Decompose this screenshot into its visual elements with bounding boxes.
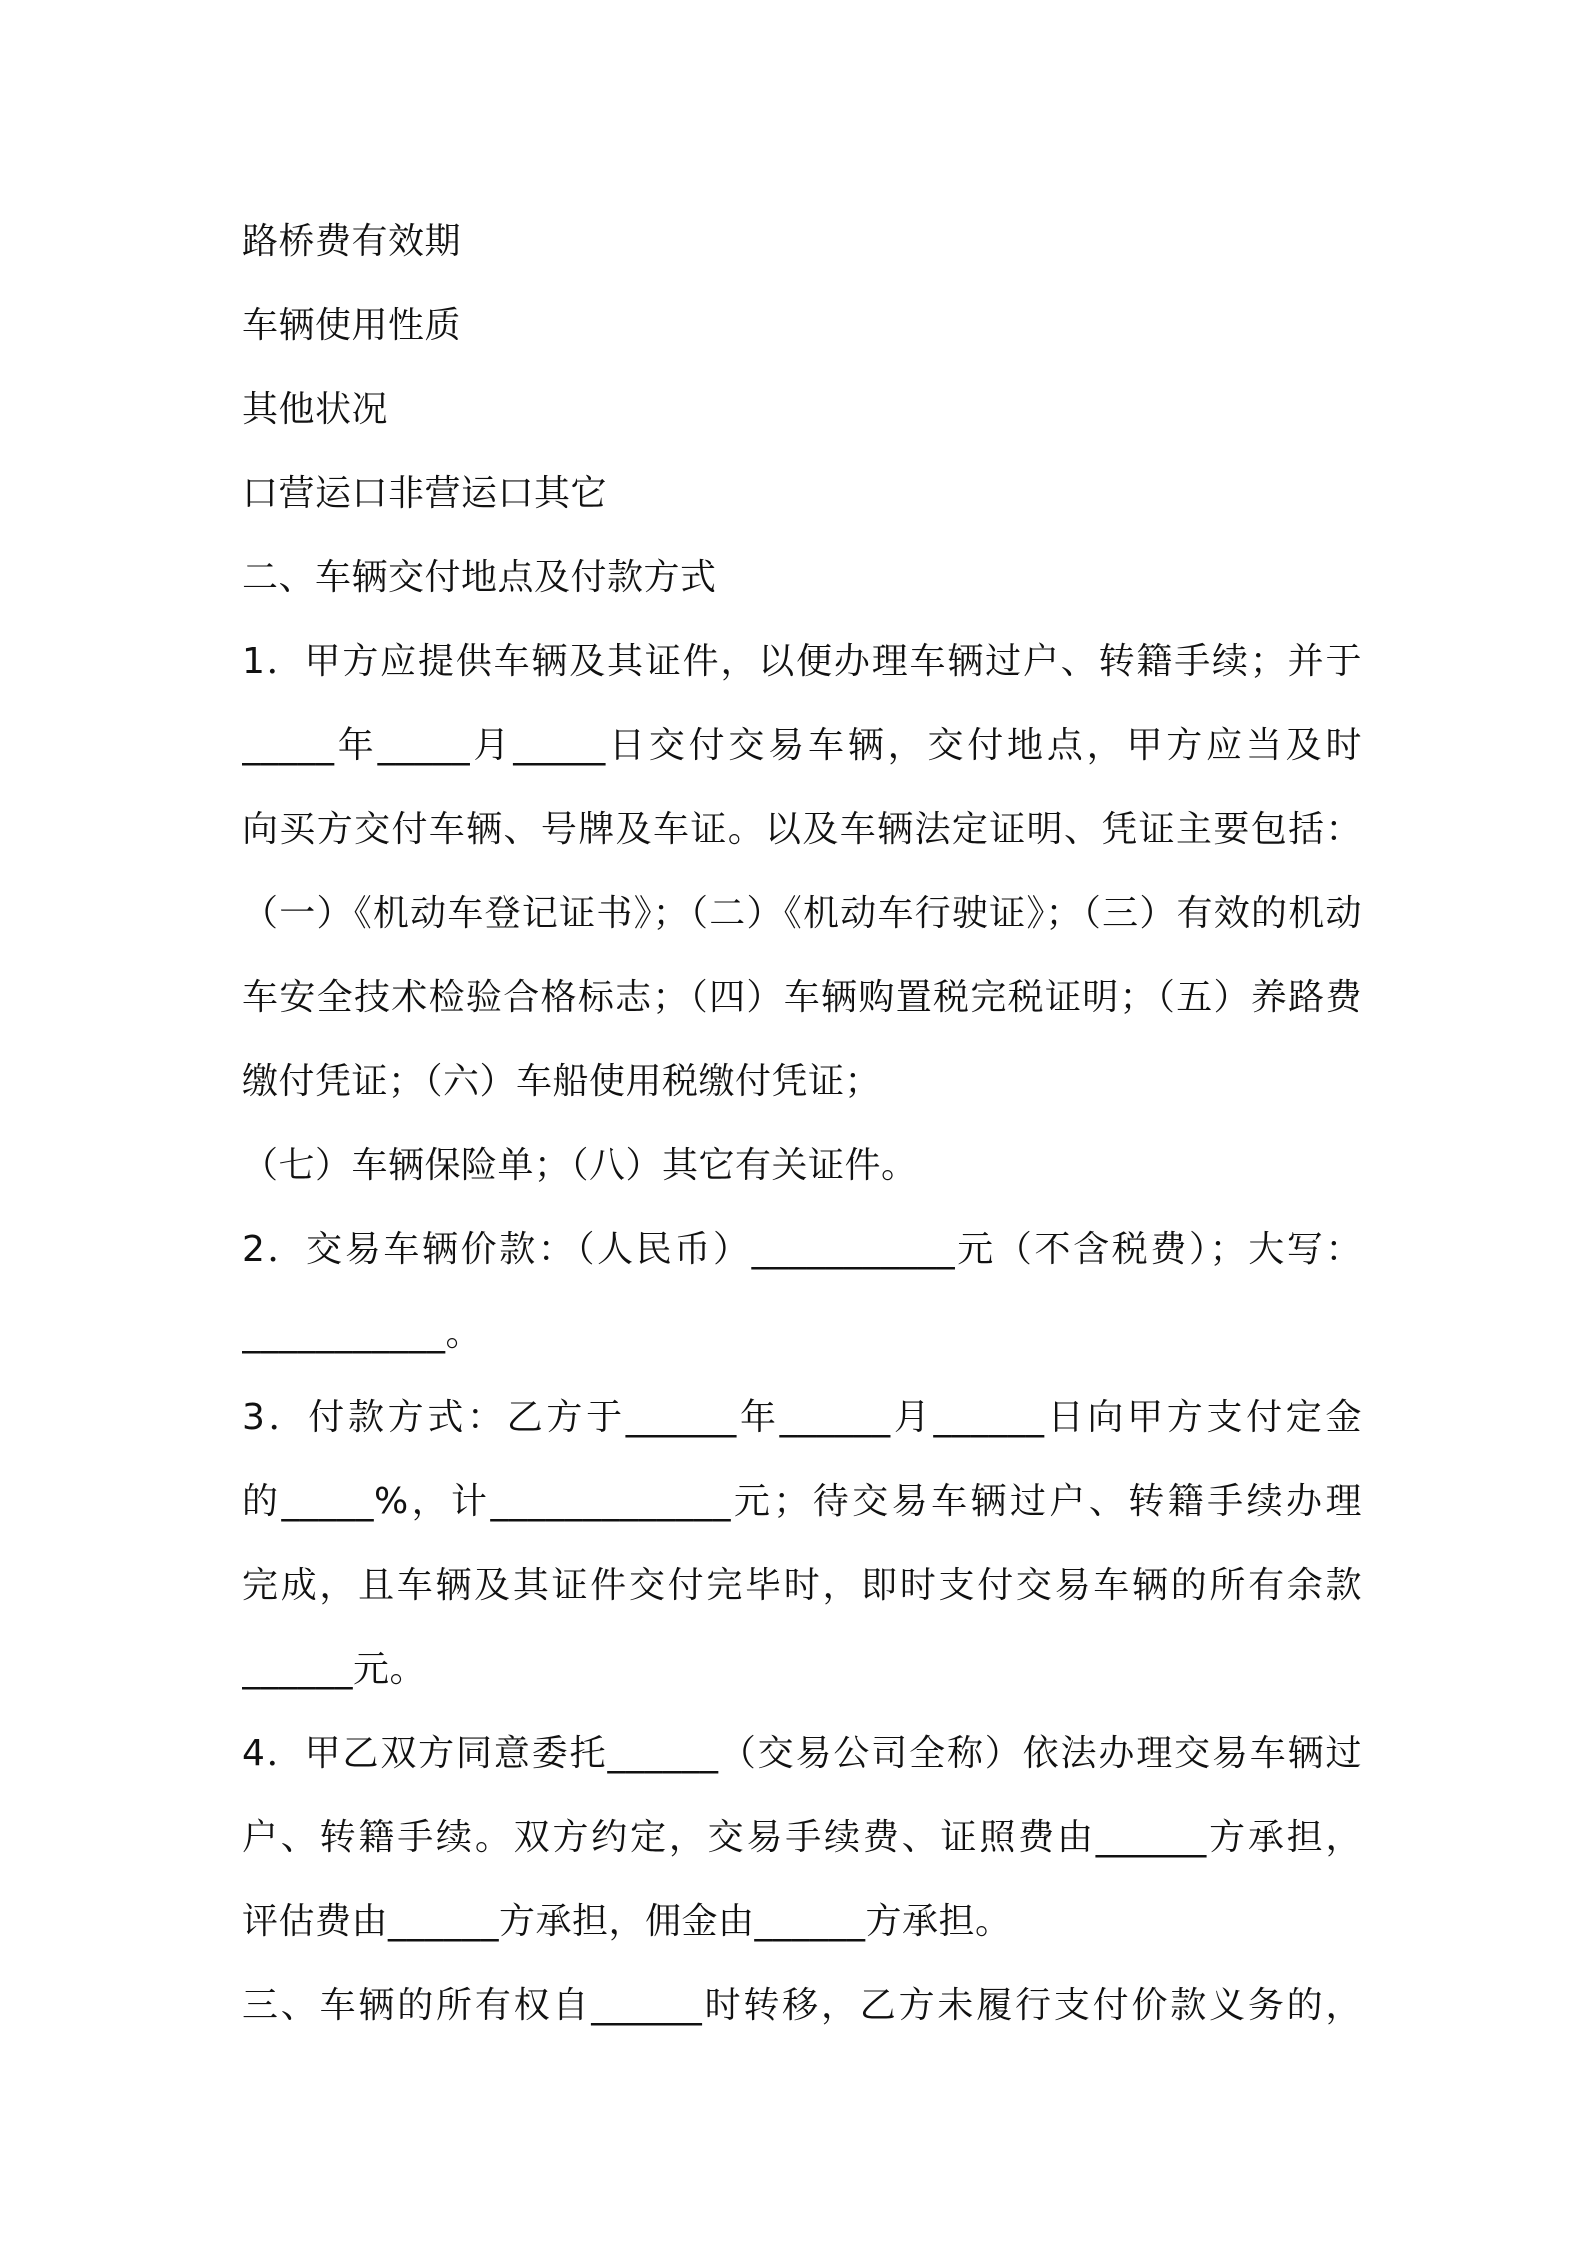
clause-3-line-4: ______元。 [242,1649,427,1690]
clause-1-line-7: （七）车辆保险单；（八）其它有关证件。 [242,1145,918,1186]
clause-1-line-5: 车安全技术检验合格标志；（四）车辆购置税完税证明；（五）养路费 [242,977,1362,1018]
section-3-line-1: 三、车辆的所有权自______时转移，乙方未履行支付价款义务的， [242,1985,1362,2026]
text-line-vehicle-use-nature: 车辆使用性质 [242,305,462,346]
clause-4-line-2: 户、转籍手续。双方约定，交易手续费、证照费由______方承担， [242,1817,1362,1858]
clause-2-line-1: 2．交易车辆价款：（人民币）___________元（不含税费）；大写： [242,1229,1362,1270]
clause-1-line-2: _____年_____月_____日交付交易车辆，交付地点，甲方应当及时 [242,725,1362,766]
text-line-road-fee-validity: 路桥费有效期 [242,221,462,262]
clause-2-line-2: ___________。 [242,1313,483,1354]
clause-3-line-3: 完成，且车辆及其证件交付完毕时，即时支付交易车辆的所有余款 [242,1565,1362,1606]
text-line-other-status: 其他状况 [242,389,389,430]
clause-3-line-2: 的_____%，计_____________元；待交易车辆过户、转籍手续办理 [242,1481,1362,1522]
clause-1-line-6: 缴付凭证；（六）车船使用税缴付凭证； [242,1061,882,1102]
clause-1-line-4: （一）《机动车登记证书》；（二）《机动车行驶证》；（三）有效的机动 [242,893,1362,934]
clause-1-line-1: 1．甲方应提供车辆及其证件，以便办理车辆过户、转籍手续；并于 [242,641,1362,682]
text-line-operation-options: 口营运口非营运口其它 [242,473,608,514]
section-heading-delivery-payment: 二、车辆交付地点及付款方式 [242,557,717,598]
clause-4-line-3: 评估费由______方承担，佣金由______方承担。 [242,1901,1012,1942]
clause-1-line-3: 向买方交付车辆、号牌及车证。以及车辆法定证明、凭证主要包括： [242,809,1362,850]
clause-4-line-1: 4．甲乙双方同意委托______（交易公司全称）依法办理交易车辆过 [242,1733,1362,1774]
clause-3-line-1: 3．付款方式：乙方于______年______月______日向甲方支付定金 [242,1397,1362,1438]
contract-text [242,200,1362,2048]
